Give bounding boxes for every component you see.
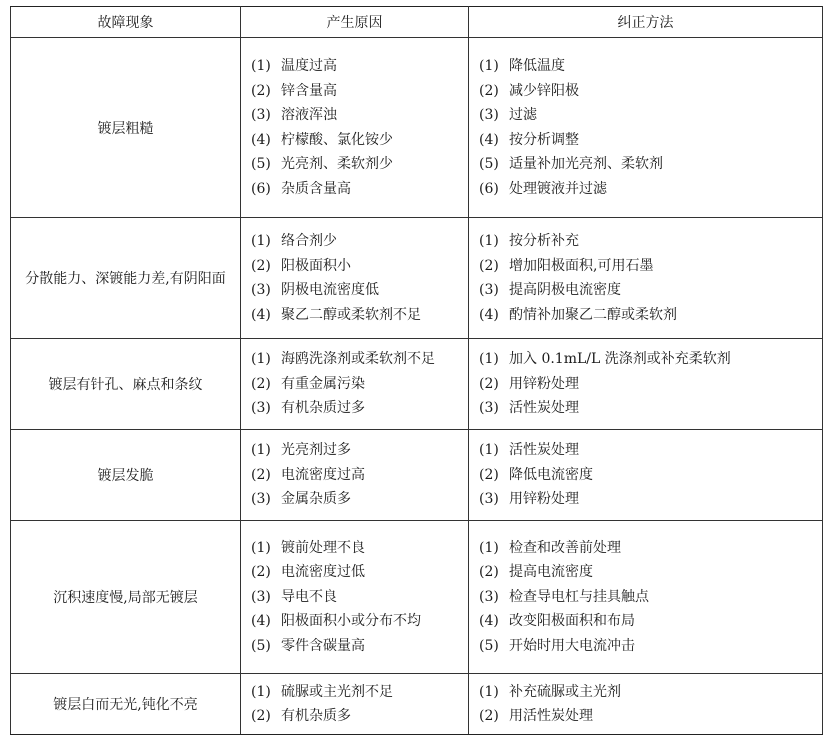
fix-cell	[469, 218, 823, 339]
fix-item-text: 补充硫脲或主光剂	[509, 683, 621, 700]
cause-item	[251, 536, 468, 561]
cause-item	[251, 229, 468, 254]
fix-item-number: (1)	[479, 351, 499, 368]
fix-item	[479, 254, 822, 279]
cause-item-text: 有机杂质多	[281, 708, 351, 724]
fix-item-number: (2)	[479, 82, 499, 99]
table-row	[11, 521, 823, 674]
cause-item	[251, 79, 468, 104]
fix-item-text: 用锌粉处理	[509, 375, 579, 392]
cause-cell	[241, 38, 469, 218]
cause-item-text: 聚乙二醇或柔软剂不足	[281, 306, 421, 323]
cause-item-number: (2)	[251, 257, 271, 274]
fix-item-number: (5)	[479, 637, 499, 654]
header-fix: 纠正方法	[469, 7, 823, 38]
cause-item	[251, 103, 468, 128]
fix-item-text: 降低电流密度	[509, 466, 593, 483]
cause-item-text: 镀前处理不良	[281, 539, 365, 556]
fix-item-number: (3)	[479, 491, 499, 508]
fix-item	[479, 372, 822, 397]
cause-item-number: (3)	[251, 282, 271, 298]
fix-item-number: (4)	[479, 613, 499, 630]
fix-item-number: (1)	[479, 58, 499, 74]
fix-item-number: (3)	[479, 588, 499, 605]
cause-item	[251, 303, 468, 328]
cause-item-text: 光亮剂、柔软剂少	[281, 156, 393, 172]
fix-item	[479, 634, 822, 659]
cause-item-text: 零件含碳量高	[281, 637, 365, 654]
fix-item	[479, 463, 822, 488]
fix-item-text: 提高电流密度	[509, 564, 593, 581]
fix-item	[479, 79, 822, 104]
fix-item	[479, 585, 822, 610]
fix-item-text: 酌情补加聚乙二醇或柔软剂	[509, 306, 677, 323]
phenomenon-cell: 镀层白而无光,钝化不亮	[11, 674, 241, 735]
fix-item-text: 过滤	[509, 107, 537, 123]
fix-item	[479, 229, 822, 254]
cause-item	[251, 634, 468, 659]
table-row	[11, 218, 823, 339]
fix-item-number: (3)	[479, 107, 499, 123]
fix-item	[479, 396, 822, 421]
fix-item	[479, 128, 822, 153]
cause-item-text: 锌含量高	[281, 82, 337, 99]
phenomenon-cell: 分散能力、深镀能力差,有阴阳面	[11, 218, 241, 339]
cause-item-text: 杂质含量高	[281, 180, 351, 197]
fix-item-number: (4)	[479, 306, 499, 323]
fix-cell	[469, 674, 823, 735]
cause-item-number: (3)	[251, 400, 271, 417]
fix-item-text: 用活性炭处理	[509, 708, 593, 724]
cause-item-text: 阴极电流密度低	[281, 282, 379, 298]
cause-item-number: (2)	[251, 375, 271, 392]
cause-item	[251, 609, 468, 634]
cause-item-number: (2)	[251, 82, 271, 99]
cause-item-text: 海鸥洗涤剂或柔软剂不足	[281, 351, 435, 368]
cause-item-number: (1)	[251, 539, 271, 556]
cause-item-number: (3)	[251, 107, 271, 123]
table-row	[11, 38, 823, 218]
fix-item	[479, 278, 822, 303]
fix-item-number: (2)	[479, 466, 499, 483]
cause-item-text: 有重金属污染	[281, 375, 365, 392]
cause-item-number: (4)	[251, 613, 271, 630]
fix-item-number: (2)	[479, 708, 499, 724]
cause-item-text: 光亮剂过多	[281, 442, 351, 459]
cause-item-text: 阳极面积小	[281, 257, 351, 274]
cause-item	[251, 463, 468, 488]
fix-item-number: (6)	[479, 180, 499, 197]
cause-item	[251, 704, 468, 729]
fix-item-text: 用锌粉处理	[509, 491, 579, 508]
cause-item-number: (5)	[251, 637, 271, 654]
fix-item-text: 减少锌阳极	[509, 82, 579, 99]
fix-cell	[469, 38, 823, 218]
cause-item-text: 有机杂质过多	[281, 400, 365, 417]
fix-item-number: (1)	[479, 539, 499, 556]
fix-item	[479, 487, 822, 512]
troubleshooting-table	[10, 6, 823, 735]
cause-item-number: (4)	[251, 131, 271, 148]
cause-item	[251, 347, 468, 372]
cause-item-number: (1)	[251, 233, 271, 249]
cause-item	[251, 560, 468, 585]
cause-item	[251, 152, 468, 177]
table-body	[11, 38, 823, 735]
fix-item-text: 降低温度	[509, 58, 565, 74]
fix-item-text: 处理镀液并过滤	[509, 180, 607, 197]
cause-item	[251, 372, 468, 397]
cause-item-text: 柠檬酸、氯化铵少	[281, 131, 393, 148]
fix-cell	[469, 430, 823, 521]
fix-item	[479, 103, 822, 128]
cause-item-text: 络合剂少	[281, 233, 337, 249]
cause-item	[251, 585, 468, 610]
cause-item-number: (6)	[251, 180, 271, 197]
fix-item-number: (1)	[479, 233, 499, 249]
cause-cell	[241, 674, 469, 735]
header-cause: 产生原因	[241, 7, 469, 38]
cause-item	[251, 680, 468, 705]
cause-item	[251, 54, 468, 79]
fix-item	[479, 560, 822, 585]
cause-cell	[241, 430, 469, 521]
cause-item-number: (2)	[251, 564, 271, 581]
cause-item-number: (3)	[251, 491, 271, 508]
cause-item-text: 硫脲或主光剂不足	[281, 683, 393, 700]
fix-item	[479, 609, 822, 634]
table-header-row	[11, 7, 823, 38]
fix-item-number: (1)	[479, 442, 499, 459]
fix-item	[479, 54, 822, 79]
fix-item-text: 提高阴极电流密度	[509, 282, 621, 298]
fix-item-text: 检查导电杠与挂具触点	[509, 588, 649, 605]
fix-item	[479, 303, 822, 328]
fix-item	[479, 347, 822, 372]
fix-item-number: (5)	[479, 156, 499, 172]
fix-item	[479, 680, 822, 705]
fix-item-number: (2)	[479, 375, 499, 392]
cause-item	[251, 177, 468, 202]
fix-item-text: 活性炭处理	[509, 442, 579, 459]
cause-item	[251, 396, 468, 421]
fix-cell	[469, 521, 823, 674]
fix-item-number: (3)	[479, 400, 499, 417]
cause-item-number: (1)	[251, 442, 271, 459]
cause-item-number: (1)	[251, 683, 271, 700]
fix-item-text: 改变阳极面积和布局	[509, 613, 635, 630]
cause-item-text: 导电不良	[281, 588, 337, 605]
fix-item	[479, 438, 822, 463]
fix-item-number: (2)	[479, 257, 499, 274]
fix-item	[479, 177, 822, 202]
fix-item-text: 适量补加光亮剂、柔软剂	[509, 156, 663, 172]
fix-item-text: 增加阳极面积,可用石墨	[509, 257, 654, 274]
header-phenomenon: 故障现象	[11, 7, 241, 38]
phenomenon-cell: 镀层粗糙	[11, 38, 241, 218]
cause-cell	[241, 521, 469, 674]
cause-item	[251, 254, 468, 279]
fix-item	[479, 704, 822, 729]
fix-item-number: (4)	[479, 131, 499, 148]
fix-item-text: 活性炭处理	[509, 400, 579, 417]
cause-item-text: 电流密度过低	[281, 564, 365, 581]
fix-item-text: 开始时用大电流冲击	[509, 637, 635, 654]
table-row	[11, 674, 823, 735]
fix-item-number: (2)	[479, 564, 499, 581]
cause-item-text: 金属杂质多	[281, 491, 351, 508]
table-row	[11, 430, 823, 521]
phenomenon-cell: 镀层有针孔、麻点和条纹	[11, 339, 241, 430]
fix-item-text: 按分析调整	[509, 131, 579, 148]
fix-cell	[469, 339, 823, 430]
cause-item-text: 温度过高	[281, 58, 337, 74]
fix-item-text: 检查和改善前处理	[509, 539, 621, 556]
table-row	[11, 339, 823, 430]
cause-item-number: (5)	[251, 156, 271, 172]
cause-item-text: 溶液浑浊	[281, 107, 337, 123]
cause-item	[251, 487, 468, 512]
fix-item	[479, 152, 822, 177]
fix-item-number: (1)	[479, 683, 499, 700]
cause-item-text: 电流密度过高	[281, 466, 365, 483]
fix-item-number: (3)	[479, 282, 499, 298]
cause-item-number: (1)	[251, 58, 271, 74]
cause-item-text: 阳极面积小或分布不均	[281, 613, 421, 630]
cause-item-number: (2)	[251, 466, 271, 483]
fix-item-text: 按分析补充	[509, 233, 579, 249]
cause-item-number: (1)	[251, 351, 271, 368]
cause-item	[251, 278, 468, 303]
cause-item-number: (2)	[251, 708, 271, 724]
fix-item-text: 加入 0.1mL/L 洗涤剂或补充柔软剂	[509, 351, 731, 368]
fix-item	[479, 536, 822, 561]
cause-item-number: (3)	[251, 588, 271, 605]
cause-item	[251, 128, 468, 153]
cause-cell	[241, 218, 469, 339]
cause-item-number: (4)	[251, 306, 271, 323]
phenomenon-cell: 沉积速度慢,局部无镀层	[11, 521, 241, 674]
cause-cell	[241, 339, 469, 430]
cause-item	[251, 438, 468, 463]
phenomenon-cell: 镀层发脆	[11, 430, 241, 521]
